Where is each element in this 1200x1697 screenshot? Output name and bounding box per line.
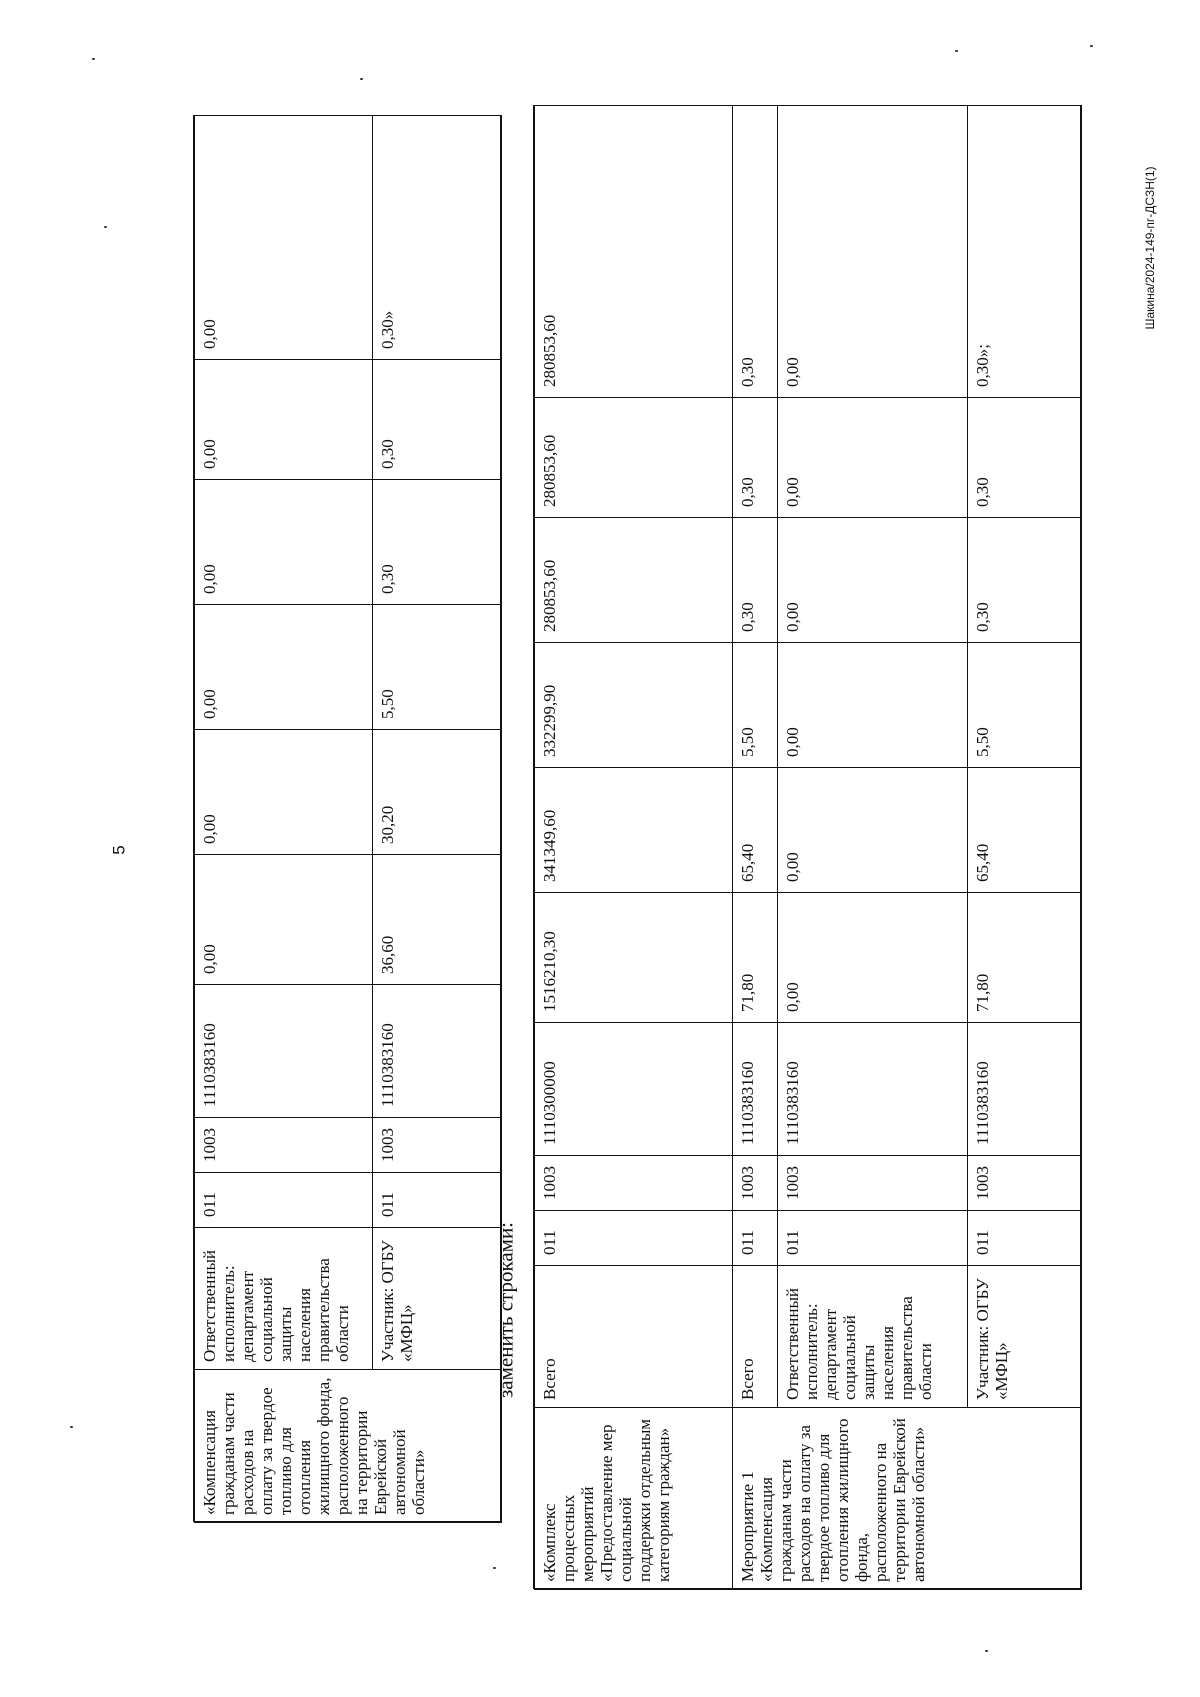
scan-speck [955, 50, 958, 52]
csr-cell: 1110383160 [778, 1023, 968, 1156]
scan-speck [70, 1426, 73, 1428]
value-cell: 0,00 [778, 893, 968, 1023]
value-cell: 280853,60 [535, 518, 733, 643]
scan-speck [985, 1650, 988, 1652]
value-cell: 0,00 [195, 116, 373, 360]
value-cell: 71,80 [968, 893, 1082, 1023]
value-cell: 71,80 [733, 893, 778, 1023]
value-cell: 0,00 [195, 360, 373, 480]
page-number: 5 [109, 845, 129, 855]
scan-speck [360, 78, 363, 80]
table-row [195, 116, 373, 1523]
value-cell: 0,30»; [968, 106, 1082, 398]
value-cell: 0,00 [778, 106, 968, 398]
value-cell: 0,30 [733, 398, 778, 518]
value-cell: 332299,90 [535, 643, 733, 768]
csr-cell: 1110300000 [535, 1023, 733, 1156]
value-cell: 0,00 [778, 768, 968, 893]
table-row [733, 106, 778, 1590]
executor-cell: Ответственный исполнитель: департамент социальной защиты населения правительства области [778, 1266, 968, 1408]
table-row [968, 106, 1082, 1590]
value-cell: 0,30 [968, 518, 1082, 643]
scan-speck [493, 1567, 496, 1569]
executor-cell: Всего [733, 1266, 778, 1408]
grbs-cell: 011 [195, 1173, 373, 1228]
value-cell: 0,30 [373, 360, 502, 480]
table-row [535, 106, 733, 1590]
value-cell: 5,50 [733, 643, 778, 768]
budget-table-continued [193, 115, 501, 1522]
value-cell: 0,00 [195, 605, 373, 730]
grbs-cell: 011 [535, 1211, 733, 1266]
scan-speck [104, 226, 107, 228]
executor-cell: Ответственный исполнитель: департамент социальной защиты населения правительства области [195, 1228, 373, 1370]
executor-cell: Участник: ОГБУ «МФЦ» [968, 1266, 1082, 1408]
grbs-cell: 011 [778, 1211, 968, 1266]
measure-name-cell: «Компенсация гражданам части расходов на оплату за твердое топливо для отопления жилищного фонда, расположенного на территории Еврейской автономной области» [195, 1370, 502, 1523]
measure-name-cell: Мероприятие 1 «Компенсация гражданам части расходов на оплату за твердое топливо для отопления жилищного фонда, расположенного на территории Еврейской автономной области» [733, 1408, 1082, 1590]
grbs-cell: 011 [733, 1211, 778, 1266]
document-code-text: Шакина/2024-149-пг-ДСЗН(1) [1143, 166, 1157, 330]
table-a-grid [194, 115, 502, 1523]
table-row [373, 116, 502, 1523]
value-cell: 5,50 [373, 605, 502, 730]
csr-cell: 1110383160 [373, 985, 502, 1118]
rzpr-cell: 1003 [195, 1118, 373, 1173]
value-cell: 341349,60 [535, 768, 733, 893]
table-b-grid [534, 105, 1082, 1590]
grbs-cell: 011 [968, 1211, 1082, 1266]
value-cell: 0,30» [373, 116, 502, 360]
scan-speck [1090, 45, 1093, 47]
value-cell: 0,30 [733, 106, 778, 398]
rzpr-cell: 1003 [733, 1156, 778, 1211]
value-cell: 280853,60 [535, 106, 733, 398]
rzpr-cell: 1003 [373, 1118, 502, 1173]
rzpr-cell: 1003 [778, 1156, 968, 1211]
budget-table-replacement [533, 105, 1081, 1589]
executor-cell: Участник: ОГБУ «МФЦ» [373, 1228, 502, 1370]
scan-speck [92, 58, 95, 60]
grbs-cell: 011 [373, 1173, 502, 1228]
rzpr-cell: 1003 [968, 1156, 1082, 1211]
replace-label-text: заменить строками: [493, 1221, 518, 1399]
value-cell: 0,00 [195, 730, 373, 855]
executor-cell: Всего [535, 1266, 733, 1408]
value-cell: 65,40 [968, 768, 1082, 893]
csr-cell: 1110383160 [733, 1023, 778, 1156]
value-cell: 0,30 [373, 480, 502, 605]
value-cell: 30,20 [373, 730, 502, 855]
value-cell: 280853,60 [535, 398, 733, 518]
csr-cell: 1110383160 [968, 1023, 1082, 1156]
table-row [778, 106, 968, 1590]
value-cell: 0,00 [778, 518, 968, 643]
value-cell: 1516210,30 [535, 893, 733, 1023]
value-cell: 0,00 [778, 643, 968, 768]
measure-name-cell: «Комплекс процессных мероприятий «Предоставление мер социальной поддержки отдельным категориям граждан» [535, 1408, 733, 1590]
value-cell: 0,30 [968, 398, 1082, 518]
value-cell: 0,30 [733, 518, 778, 643]
csr-cell: 1110383160 [195, 985, 373, 1118]
value-cell: 0,00 [195, 855, 373, 985]
value-cell: 5,50 [968, 643, 1082, 768]
value-cell: 65,40 [733, 768, 778, 893]
rzpr-cell: 1003 [535, 1156, 733, 1211]
value-cell: 0,00 [778, 398, 968, 518]
value-cell: 36,60 [373, 855, 502, 985]
value-cell: 0,00 [195, 480, 373, 605]
